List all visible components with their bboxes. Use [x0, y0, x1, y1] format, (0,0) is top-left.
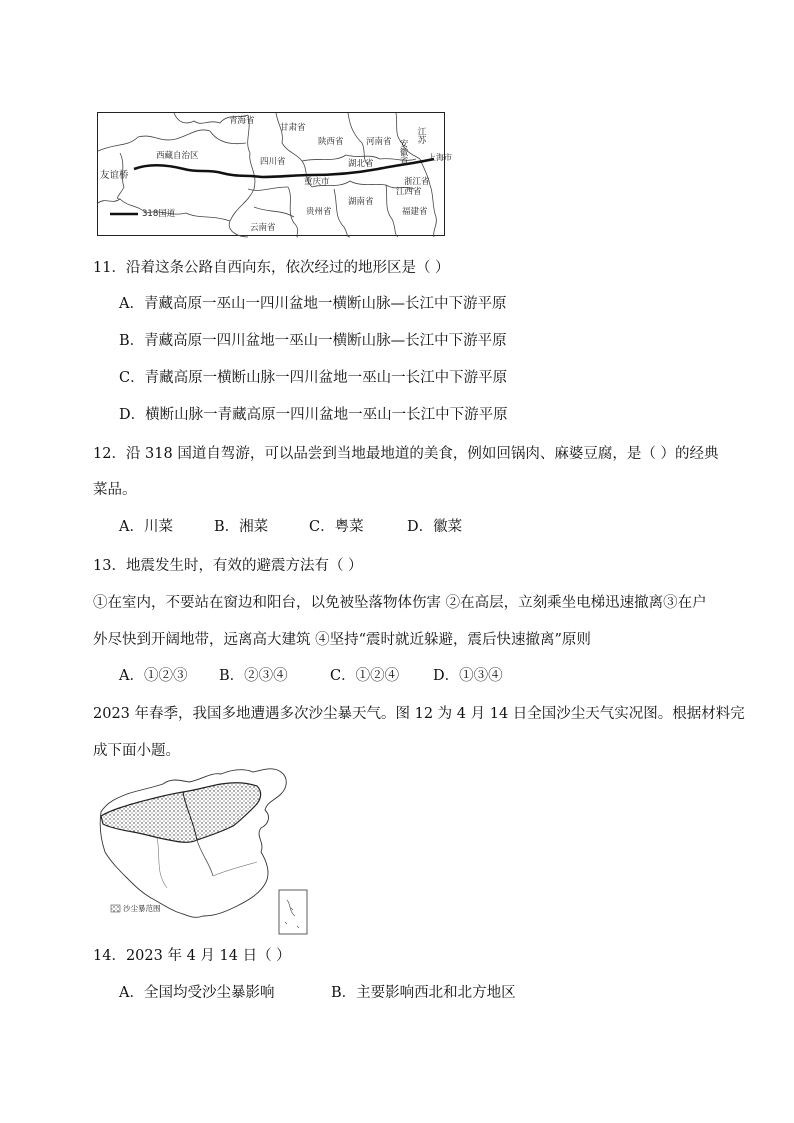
material-text: 2023 年春季，我国多地遭遇多次沙尘暴天气。图 12 为 4 月 14 日全国沙尘天气实况图。根据材料完 — [93, 706, 745, 722]
question-12-option-a: A．川菜 — [119, 519, 173, 535]
question-11-option-d: D．横断山脉一青藏高原一四川盆地一巫山一长江中下游平原 — [119, 407, 508, 423]
question-12-stem-cont: 菜品。 — [93, 482, 137, 498]
label-guizhou: 贵州省 — [306, 207, 332, 217]
label-gansu: 甘肃省 — [280, 123, 306, 133]
question-12-stem: 12．沿 318 国道自驾游，可以品尝到当地最地道的美食，例如回锅肉、麻婆豆腐，是（ ）的经典 — [93, 446, 719, 462]
question-13-option-c: C．①②④ — [330, 668, 400, 684]
label-fujian: 福建省 — [402, 207, 428, 217]
label-sichuan: 四川省 — [260, 157, 286, 167]
question-11-option-c: C．青藏高原一横断山脉一四川盆地一巫山一长江中下游平原 — [119, 370, 508, 386]
label-zhejiang: 浙江省 — [404, 177, 430, 187]
question-11-option-b: B．青藏高原一四川盆地一巫山一横断山脉—长江中下游平原 — [119, 333, 507, 349]
label-shanghai: 上海市 — [428, 153, 452, 162]
question-13-option-d: D．①③④ — [433, 668, 503, 684]
question-11-option-a: A．青藏高原一巫山一四川盆地一横断山脉—长江中下游平原 — [119, 296, 507, 312]
question-13-option-b: B．②③④ — [219, 668, 288, 684]
label-jiangsu: 江苏 — [416, 127, 426, 144]
question-12-option-d: D．徽菜 — [407, 519, 463, 535]
question-12-option-b: B．湘菜 — [214, 519, 269, 535]
question-13-stem: 13．地震发生时，有效的避震方法有（ ） — [93, 558, 363, 574]
label-xizang: 西藏自治区 — [156, 151, 199, 161]
sandstorm-legend-label: 沙尘暴范围 — [123, 904, 161, 913]
label-anhui: 安徽省 — [398, 139, 408, 165]
question-12-option-c: C．粤菜 — [309, 519, 364, 535]
label-henan: 河南省 — [366, 137, 392, 147]
question-14-option-b: B．主要影响西北和北方地区 — [331, 985, 516, 1001]
label-hunan: 湖南省 — [348, 197, 374, 207]
question-11-stem: 11．沿着这条公路自西向东，依次经过的地形区是（ ） — [93, 260, 450, 276]
material-text-cont: 成下面小题。 — [93, 743, 180, 759]
label-jiangxi: 江西省 — [396, 187, 422, 197]
label-youyiqiao: 友谊桥 — [100, 170, 129, 181]
label-shaanxi: 陕西省 — [318, 137, 344, 147]
road-318-map — [97, 112, 452, 236]
label-yunnan: 云南省 — [250, 223, 276, 233]
question-14-stem: 14．2023 年 4 月 14 日（ ） — [93, 948, 291, 964]
question-13-statements: ①在室内，不要站在窗边和阳台，以免被坠落物体伤害 ②在高层，立刻乘坐电梯迅速撤离③在户 — [93, 595, 707, 611]
legend-318: 318国道 — [142, 209, 176, 219]
label-qinghai: 青海省 — [229, 116, 255, 126]
label-hubei: 湖北省 — [348, 159, 374, 169]
label-chongqing: 重庆市 — [304, 177, 330, 187]
question-13-statements-cont: 外尽快到开阔地带，远离高大建筑 ④坚持“震时就近躲避，震后快速撤离”原则 — [93, 632, 591, 648]
question-13-option-a: A．①②③ — [119, 668, 188, 684]
question-14-option-a: A．全国均受沙尘暴影响 — [119, 985, 275, 1001]
sandstorm-map — [97, 766, 311, 938]
